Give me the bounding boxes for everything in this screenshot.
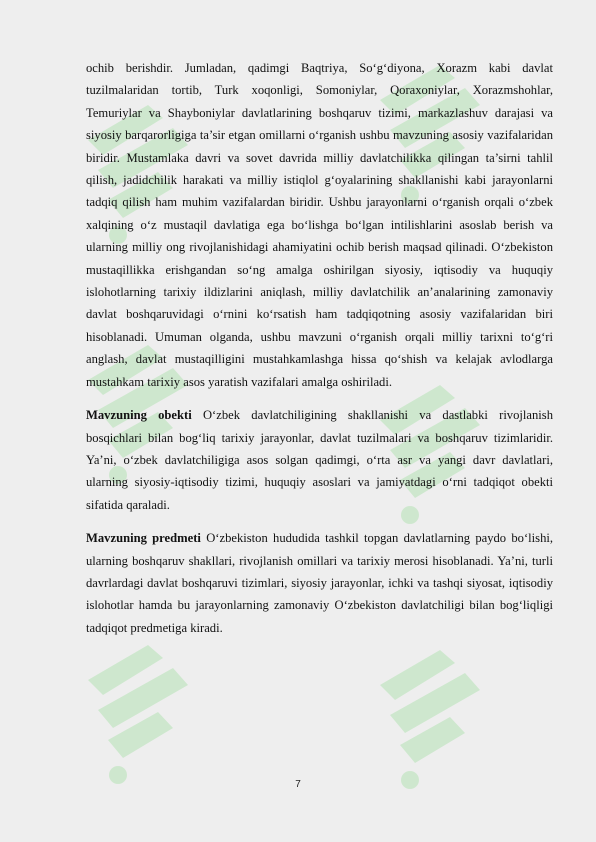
paragraph-object: [86, 404, 553, 516]
page-number: 7: [295, 779, 301, 790]
body-text: [86, 57, 553, 639]
paragraph-label: Mavzuning obekti: [86, 408, 192, 423]
paragraph-text: O‘zbek davlatchiligining shakllanishi va dastlabki rivojlanish bosqichlari bilan bog‘liq tarixiy jarayonlar, davlat tuzilmalari va boshqaruv tizimlaridir. Ya’ni, o‘zbek davlatchiligiga asos solgan qadimgi, o‘rta asr va yangi davr davlatlari, ularning siyosiy-iqtisodiy tizimi, huquqiy asoslari va jamiyatdagi o‘rni tadqiqot obekti sifatida qaraladi.: [86, 408, 553, 512]
paragraph-subject: [86, 527, 553, 639]
paragraph-text: O‘zbekiston hududida tashkil topgan davlatlarning paydo bo‘lishi, ularning boshqaruv shakllari, rivojlanish omillari va tarixiy merosi hisoblanadi. Ya’ni, turli davrlardagi davlat boshqaruvi tizimlari, siyosiy jarayonlar, ichki va tashqi siyosat, iqtisodiy islohotlar hamda bu jarayonlarning zamonaviy O‘zbekiston davlatchiligi bilan bog‘liqligi tadqiqot predmetiga kiradi.: [86, 531, 554, 635]
green-logo-watermark-icon: [370, 645, 500, 795]
green-logo-watermark-icon: [78, 640, 208, 790]
paragraph-intro: [86, 57, 553, 393]
paragraph-text: ochib berishdir. Jumladan, qadimgi Baqtriya, So‘g‘diyona, Xorazm kabi davlat tuzilmalaridan tortib, Turk xoqonligi, Somoniylar, Qoraxoniylar, Xorazmshohlar, Temuriylar va Shayboniylar davlatlarining boshqaruv tizimi, markazlashuv darajasi va siyosiy barqarorligiga ta’sir etgan omillarni o‘rganish ushbu mavzuning asosiy vazifalaridan biridir. Mustamlaka davri va sovet davrida milliy davlatchilikka qilingan ta’sirni tahlil qilish, jadidchilik harakati va milliy istiqlol g‘oyalarining shakllanishi kabi jarayonlarni tadqiq qilish ham muhim vazifalardan biridir. Ushbu jarayonlarni o‘rganish orqali o‘zbek xalqining o‘z mustaqil davlatiga ega bo‘lishga bo‘lgan intilishlarini asoslab berish va ularning milliy ong rivojlanishidagi ahamiyatini ochib berish maqsad qilinadi. O‘zbekiston mustaqillikka erishgandan so‘ng amalga oshirilgan siyosiy, iqtisodiy va huquqiy islohotlarning tarixiy ildizlarini aniqlash, milliy davlatchilik an’analarining zamonaviy davlat boshqaruvidagi o‘rnini ko‘rsatish ham tadqiqotning asosiy vazifalaridan biri hisoblanadi. Umuman olganda, ushbu mavzuni o‘rganish orqali milliy tarixni to‘g‘ri anglash, davlat mustaqilligini mustahkamlashga hissa qo‘shish va kelajak avlodlarga mustahkam tarixiy asos yaratish vazifalari amalga oshiriladi.: [86, 61, 553, 389]
paragraph-label: Mavzuning predmeti: [86, 531, 201, 546]
